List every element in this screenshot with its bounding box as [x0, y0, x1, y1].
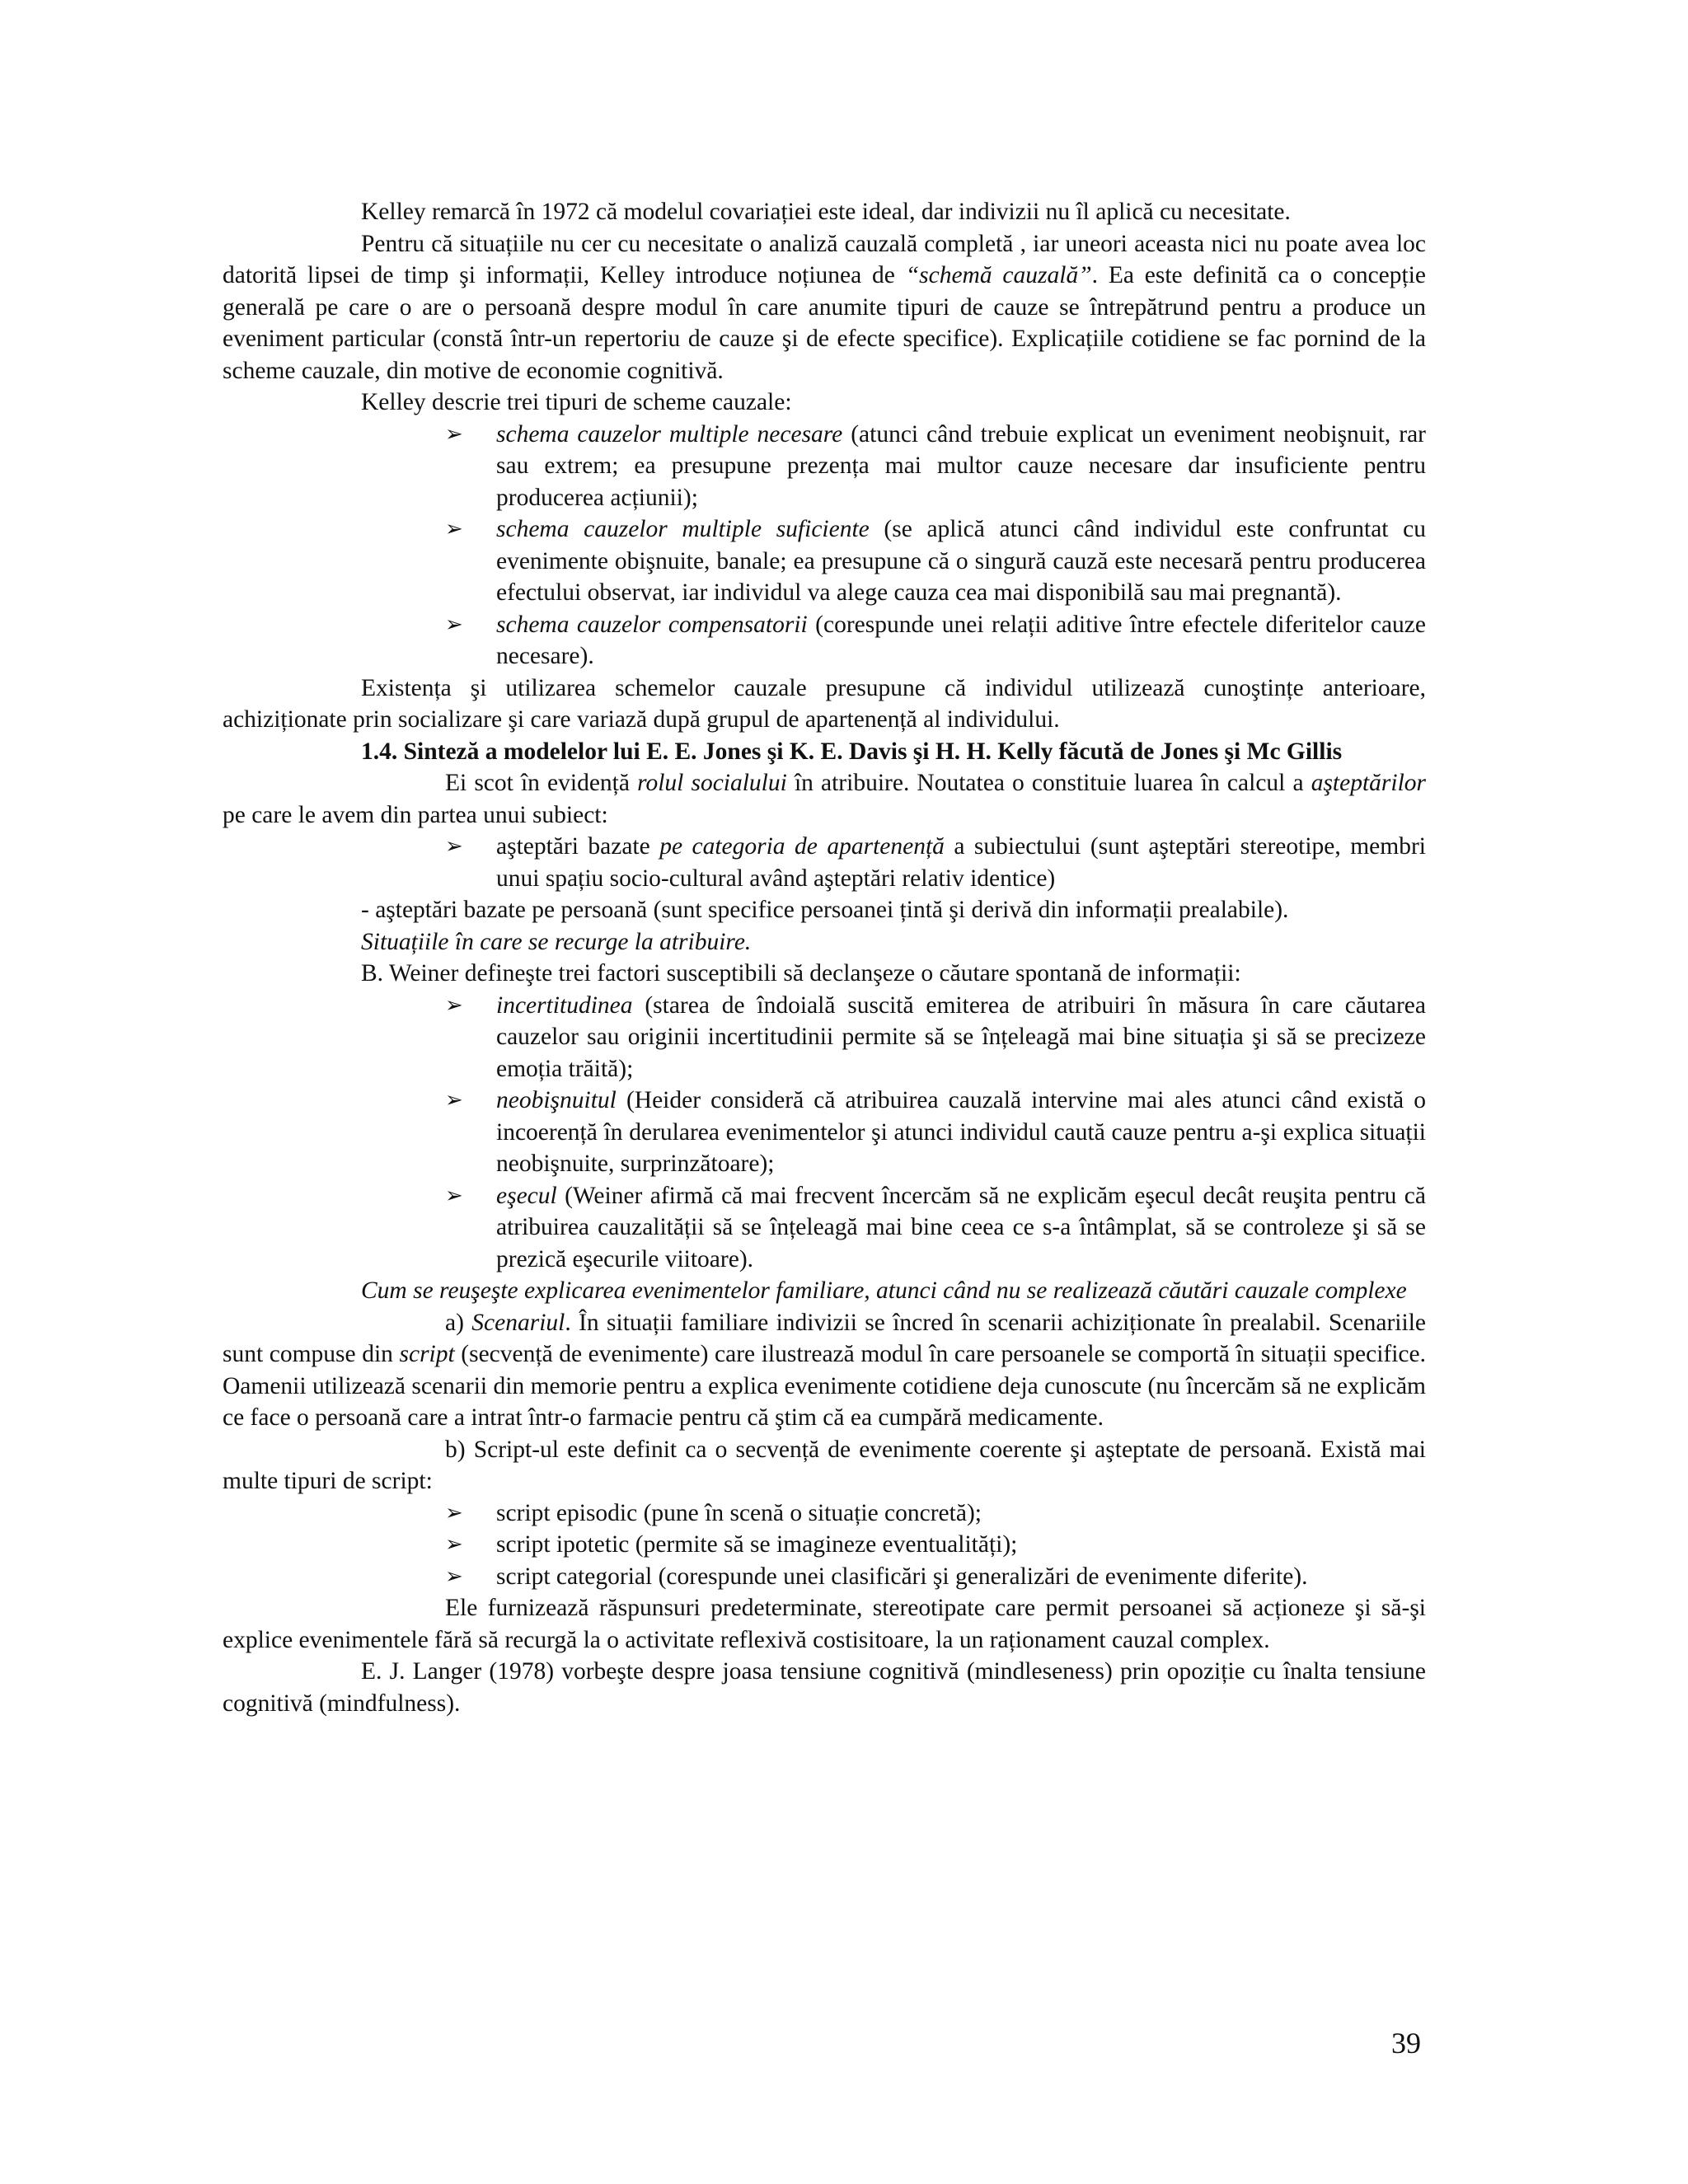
list-item: ➢ eşecul (Weiner afirmă că mai frecvent încercăm să ne explicăm eşecul decât reuşita pentru că atribuirea cauzalității să se înțeleagă mai bine ceea ce s-a întâmplat, să se controleze şi să se prezică eşecurile viitoare).: [223, 1180, 1426, 1276]
paragraph-rolul-socialului: Ei scot în evidență rolul socialului în atribuire. Noutatea o constituie luarea în calcul a aşteptărilor pe care le avem din partea unui subiect:: [223, 770, 1427, 828]
term-schema-cauzala: “schemă cauzală”: [905, 262, 1092, 288]
page-content: [223, 196, 1426, 1719]
bullet-arrow-icon: ➢: [445, 517, 463, 541]
bullet-arrow-icon: ➢: [445, 992, 463, 1018]
paragraph-kelley-1972: Kelley remarcă în 1972 că modelul covariației este ideal, dar indivizii nu îl aplică cu necesitate.: [361, 199, 1291, 225]
list-item: ➢ neobişnuitul (Heider consideră că atribuirea cauzală intervine mai ales atunci când există o incoerență în derularea evenimentelor şi atunci individul caută cauze pentru a-şi explica situații neobişnuite, surprinzătoare);: [223, 1085, 1426, 1180]
paragraph-langer: E. J. Langer (1978) vorbeşte despre joasa tensiune cognitivă (mindleseness) prin opoziție cu înalta tensiune cognitivă (mindfulness).: [223, 1658, 1426, 1717]
paragraph-asteptari-persoana: - aşteptări bazate pe persoană (sunt specifice persoanei țintă şi derivă din informații prealabile).: [361, 897, 1289, 923]
subheading-evenimente-familiare: Cum se reuşeşte explicarea evenimentelor familiare, atunci când nu se realizează căutări cauzale complexe: [361, 1277, 1407, 1304]
list-item: ➢ script ipotetic (permite să se imagineze eventualități);: [223, 1529, 1426, 1561]
subheading-situatii: Situațiile în care se recurge la atribuire.: [361, 928, 752, 955]
paragraph-script: b) Script-ul este definit ca o secvență de evenimente coerente şi aşteptate de persoană. Există mai multe tipuri de script:: [223, 1436, 1426, 1494]
paragraph-schema-cauzala: Pentru că situațiile nu cer cu necesitate o analiză cauzală completă , iar uneori aceasta nici nu poate avea loc datorită lipsei de timp şi informații, Kelley introduce noțiunea de “schemă cauzală”. Ea este definită ca o concepție generală pe care o are o persoană despre modul în care anumite tipuri de cauze se întrepătrund pentru a produce un eveniment particular (constă într-un repertoriu de cauze şi de efecte specifice). Explicațiile cotidiene se fac pornind de la scheme cauzale, din motive de economie cognitivă.: [223, 230, 1426, 384]
page-number: 39: [1391, 2027, 1421, 2060]
list-item: ➢ schema cauzelor compensatorii (corespunde unei relații aditive între efectele diferitelor cauze necesare).: [223, 609, 1426, 673]
bullet-arrow-icon: ➢: [445, 1500, 463, 1526]
bullet-arrow-icon: ➢: [445, 421, 463, 447]
paragraph-three-schemes: Kelley descrie trei tipuri de scheme cauzale:: [361, 389, 792, 415]
bullet-arrow-icon: ➢: [445, 612, 463, 637]
paragraph-scenariul: a) Scenariul. În situații familiare indivizii se încred în scenarii achiziționate în prealabil. Scenariile sunt compuse din script (secvență de evenimente) care ilustrează modul în care persoanele se comportă în situații specifice. Oamenii utilizează scenarii din memorie pentru a explica evenimente cotidiene deja cunoscute (nu încercăm să ne explicăm ce face o persoană care a intrat într-o farmacie pentru că ştim că ea cumpără medicamente.: [223, 1309, 1426, 1431]
bullet-arrow-icon: ➢: [445, 1088, 463, 1113]
bullet-arrow-icon: ➢: [445, 1563, 463, 1589]
bullet-arrow-icon: ➢: [445, 1532, 463, 1557]
paragraph-existenta: Existența şi utilizarea schemelor cauzale presupune că individul utilizează cunoştințe anterioare, achiziționate prin socializare şi care variază după grupul de apartenență al individului.: [223, 674, 1426, 733]
list-item: ➢ aşteptări bazate pe categoria de apartenență a subiectului (sunt aşteptări stereotipe, membri unui spațiu socio-cultural având aşteptări relativ identice): [223, 831, 1426, 894]
section-heading: 1.4. Sinteză a modelelor lui E. E. Jones şi K. E. Davis şi H. H. Kelly făcută de Jones şi Mc Gillis: [361, 738, 1343, 765]
list-item: ➢ incertitudinea (starea de îndoială suscită emiterea de atribuiri în măsura în care căutarea cauzelor sau originii incertitudinii permite să se înțeleagă mai bine situația şi să se precizeze emoția trăită);: [223, 990, 1426, 1085]
list-item: ➢ script categorial (corespunde unei clasificări şi generalizări de evenimente diferite).: [223, 1561, 1426, 1593]
list-item: ➢ schema cauzelor multiple suficiente (se aplică atunci când individul este confruntat cu evenimente obişnuite, banale; ea presupune că o singură cauză este necesară pentru producerea efectului observat, iar individul va alege cauza cea mai disponibilă sau mai pregnantă).: [223, 513, 1426, 609]
list-item: ➢ schema cauzelor multiple necesare (atunci când trebuie explicat un eveniment neobişnuit, rar sau extrem; ea presupune prezența mai multor cauze necesare dar insuficiente pentru producerea acțiunii);: [223, 419, 1426, 514]
paragraph-raspunsuri: Ele furnizează răspunsuri predeterminate, stereotipate care permit persoanei să acționeze şi să-şi explice evenimentele fără să recurgă la o activitate reflexivă costisitoare, la un raționament cauzal complex.: [223, 1595, 1426, 1653]
bullet-arrow-icon: ➢: [445, 1183, 463, 1208]
bullet-arrow-icon: ➢: [445, 834, 463, 859]
list-item: ➢ script episodic (pune în scenă o situație concretă);: [223, 1497, 1426, 1530]
paragraph-weiner: B. Weiner defineşte trei factori susceptibili să declanşeze o căutare spontană de informații:: [361, 960, 1241, 987]
